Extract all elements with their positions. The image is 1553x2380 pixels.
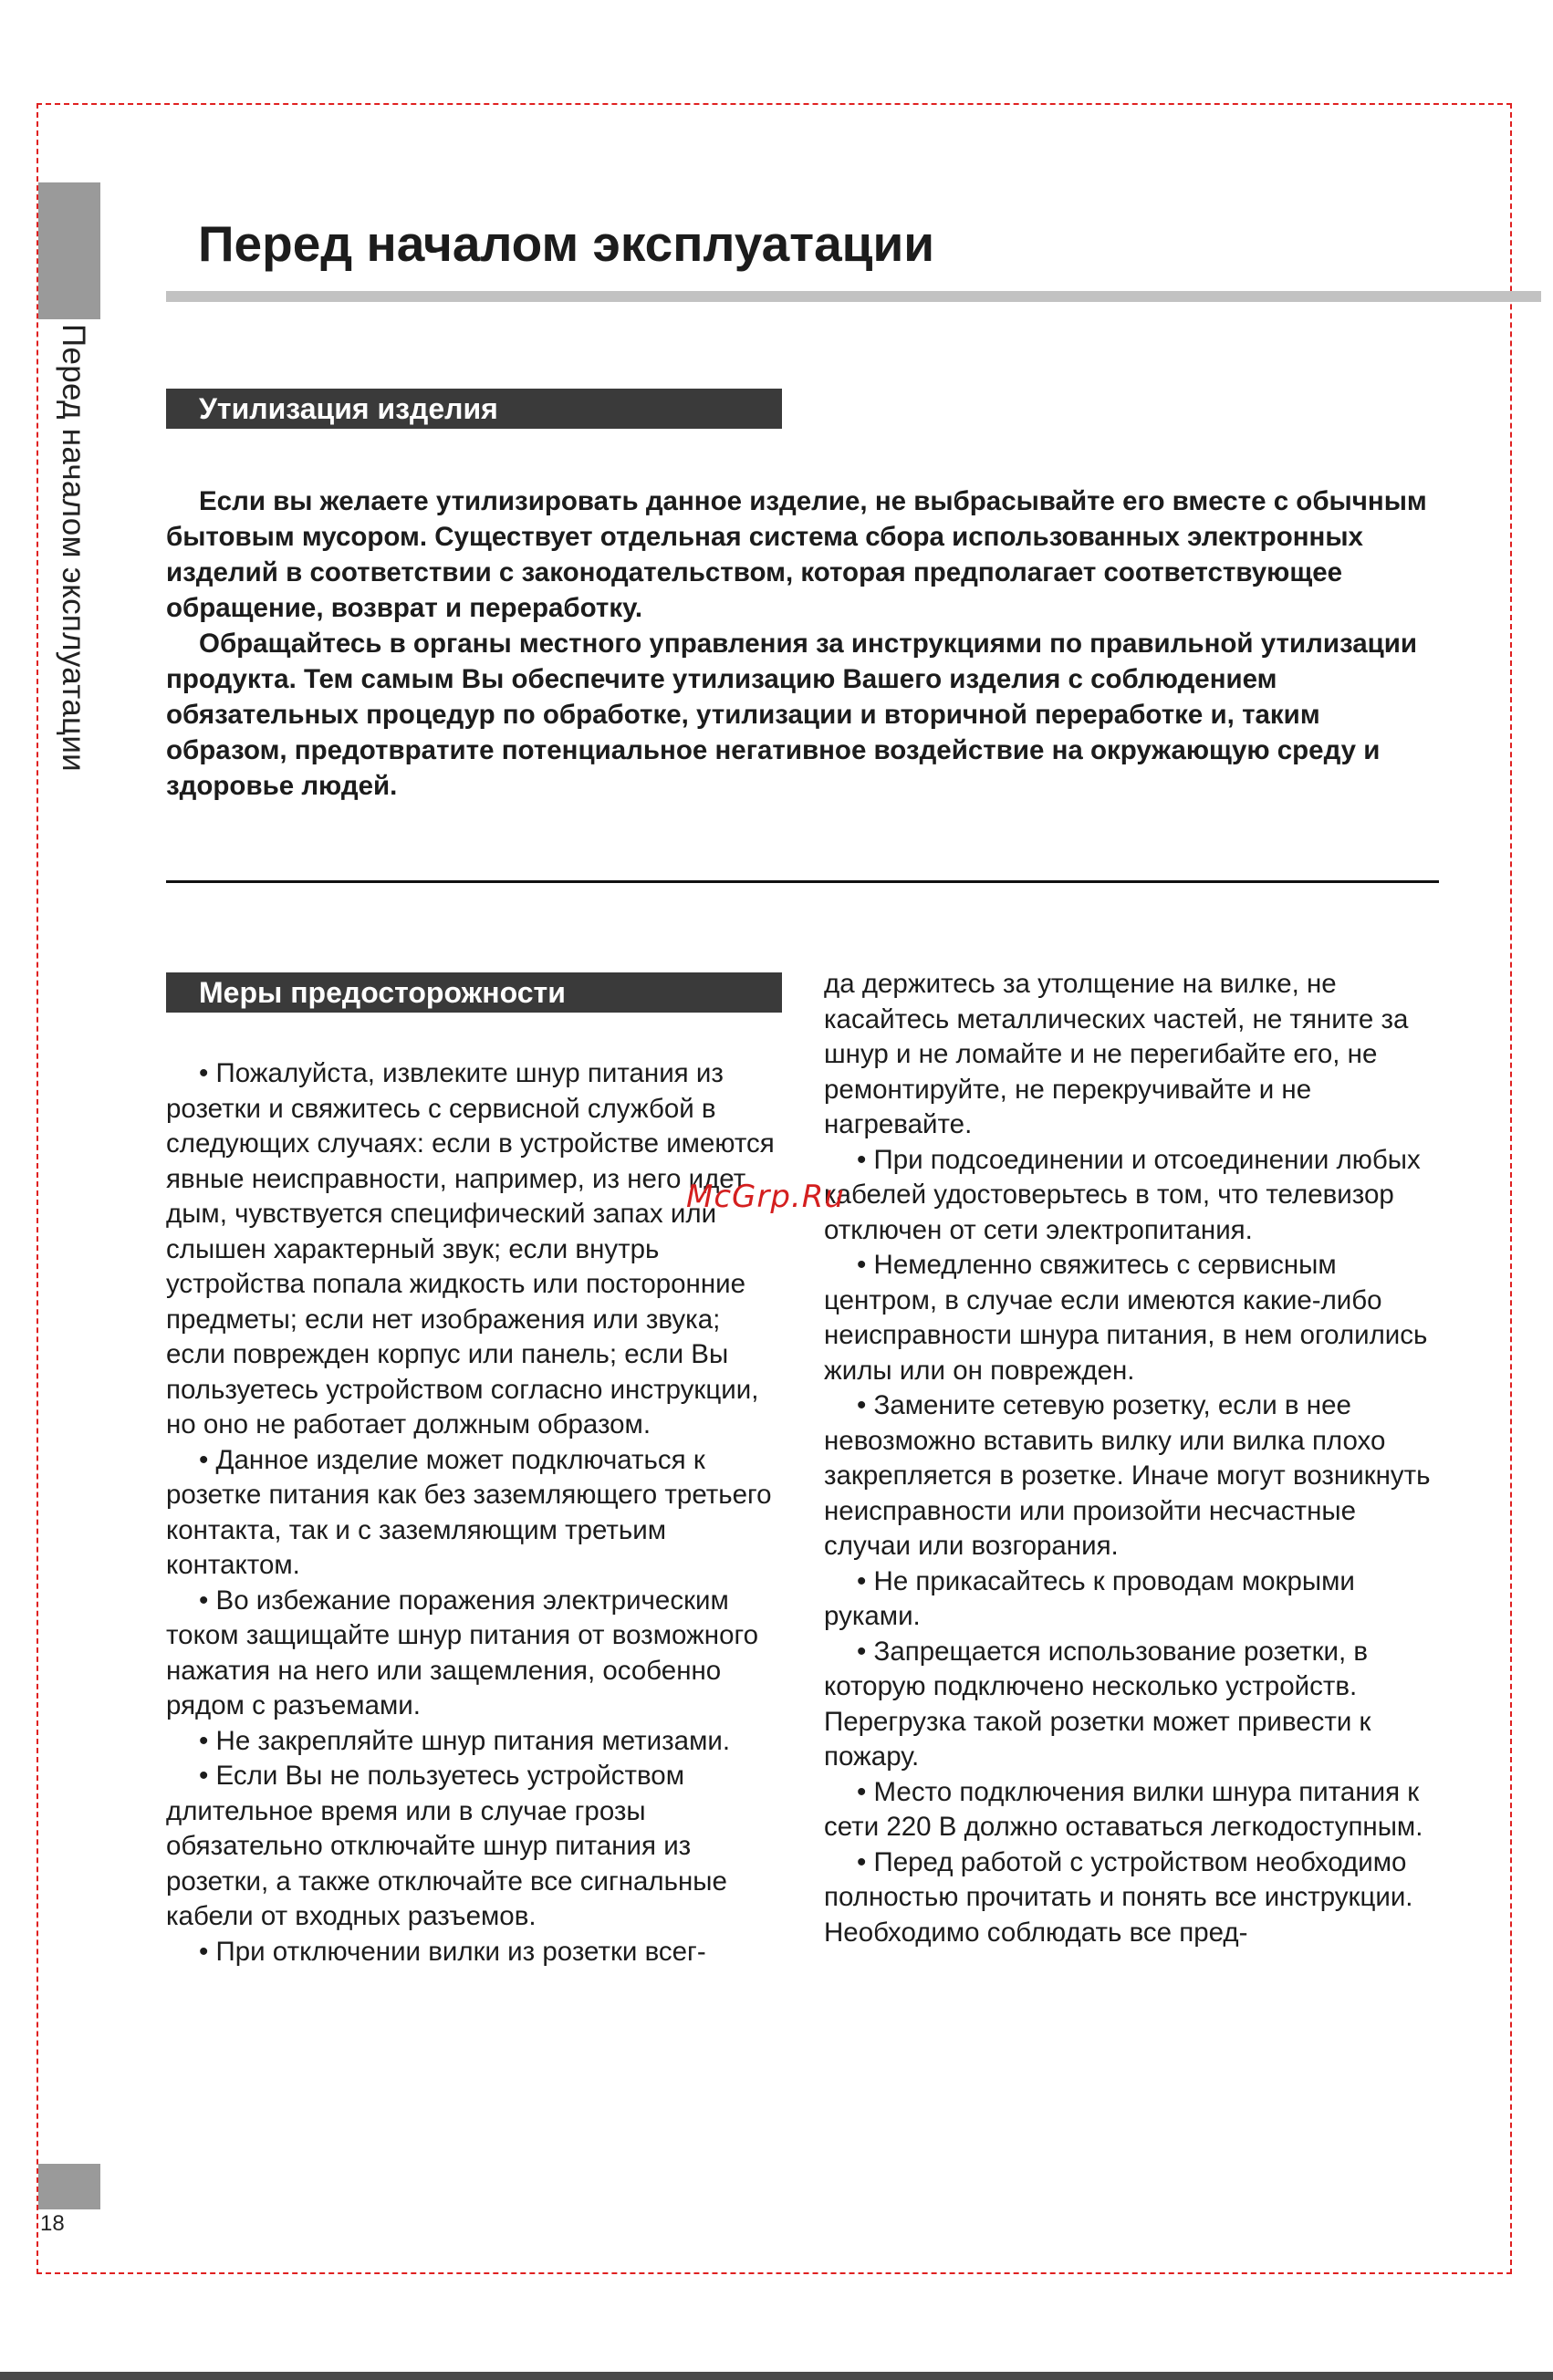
precaution-item: • Не прикасайтесь к проводам мокрыми руками. <box>824 1565 1355 1631</box>
page-number: 18 <box>40 2211 65 2236</box>
bottom-edge-bar <box>0 2372 1553 2380</box>
page-title: Перед началом эксплуатации <box>198 215 935 272</box>
precaution-item: • При отключении вилки из розетки всег- <box>199 1936 706 1967</box>
precaution-item: • Замените сетевую розетку, если в нее невозможно вставить вилку или вилка плохо закрепляется в розетке. Иначе могут возникнуть неисправности или произойти несчастные случаи или возгорания. <box>824 1390 1431 1561</box>
title-underline-bar <box>166 291 1541 302</box>
precaution-continuation: да держитесь за утолщение на вилке, не касайтесь металлических частей, не тяните за шнур и не ломайте и не перегибайте его, не ремонтируйте, не перекручивайте и не нагревайте. <box>824 969 1409 1139</box>
watermark-text: McGrp.Ru <box>686 1179 845 1215</box>
precaution-item: • Не закрепляйте шнур питания метизами. <box>199 1725 731 1756</box>
precaution-item: • Пожалуйста, извлеките шнур питания из розетки и свяжитесь с сервисной службой в следующих случаях: если в устройстве имеются явные неисправности, например, из него идет дым, чувствуется специфический запах или слышен характерный звук; если внутрь устройства попала жидкость или посторонние предметы; если нет изображения или звука; если поврежден корпус или панель; если Вы пользуетесь устройством согласно инструкции, но оно не работает должным образом. <box>166 1058 775 1439</box>
precaution-item: • Запрещается использование розетки, в которую подключено несколько устройств. Перегрузка такой розетки может привести к пожару. <box>824 1636 1371 1772</box>
section-divider <box>166 880 1439 883</box>
side-section-title: Перед началом эксплуатации <box>56 324 91 773</box>
precautions-right-column <box>824 967 1441 1950</box>
precaution-item: • Место подключения вилки шнура питания к сети 220 В должно оставаться легкодоступным. <box>824 1776 1423 1842</box>
precaution-item: • Данное изделие может подключаться к розетке питания как без заземляющего третьего контакта, так и с заземляющим третьим контактом. <box>166 1444 772 1580</box>
precaution-item: • Если Вы не пользуетесь устройством длительное время или в случае грозы обязательно отключайте шнур питания из розетки, а также отключайте все сигнальные кабели от входных разъемов. <box>166 1761 727 1931</box>
precaution-item: • При подсоединении и отсоединении любых кабелей удостоверьтесь в том, что телевизор отключен от сети электропитания. <box>824 1144 1421 1245</box>
section-tab-marker <box>38 182 100 319</box>
precaution-item: • Немедленно свяжитесь с сервисным центром, в случае если имеются какие-либо неисправности шнура питания, в нем оголились жилы или он поврежден. <box>824 1250 1428 1386</box>
disposal-paragraph: Если вы желаете утилизировать данное изделие, не выбрасывайте его вместе с обычным бытовым мусором. Существует отдельная система сбора использованных электронных изделий в соответствии с законодательством, которая предполагает соответствующее обращение, возврат и переработку. <box>166 486 1427 623</box>
disposal-paragraph: Обращайтесь в органы местного управления за инструкциями по правильной утилизации продукта. Тем самым Вы обеспечите утилизацию Вашего изделия с соблюдением обязательных процедур по обработке, утилизации и вторичной переработке и, таким образом, предотвратите потенциальное негативное воздействие на окружающую среду и здоровье людей. <box>166 629 1418 801</box>
precaution-item: • Перед работой с устройством необходимо полностью прочитать и понять все инструкции. Необходимо соблюдать все пред- <box>824 1846 1413 1948</box>
page-number-tab <box>38 2164 100 2209</box>
disposal-heading: Утилизация изделия <box>166 389 782 429</box>
precaution-item: • Во избежание поражения электрическим током защищайте шнур питания от возможного нажатия на него или защемления, особенно рядом с разъемами. <box>166 1585 758 1720</box>
disposal-text <box>166 483 1439 804</box>
precautions-heading: Меры предосторожности <box>166 972 782 1013</box>
